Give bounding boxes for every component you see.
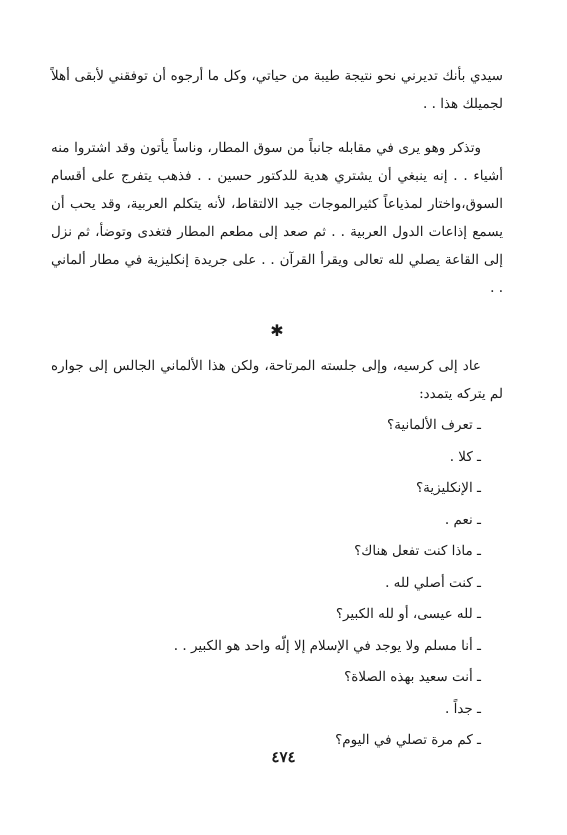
- dialogue-line: ـ كنت أصلي لله .: [385, 574, 481, 591]
- dialogue-line: ـ أنت سعيد بهذه الصلاة؟: [344, 669, 481, 685]
- dialogue-line: ـ كلا .: [449, 448, 481, 465]
- paragraph-3: عاد إلى كرسيه، وإلى جلسته المرتاحة، ولكن هذا الألماني الجالس إلى جواره لم يتركه يتمدد:: [51, 358, 503, 402]
- section-separator-asterisk: ✱: [270, 321, 284, 340]
- dialogue-line: ـ الإنكليزية؟: [415, 480, 481, 496]
- page-body: [51, 62, 503, 757]
- dialogue-line: ـ تعرف الألمانية؟: [387, 417, 481, 433]
- paragraph-2: وتذكر وهو يرى في مقابله جانباً من سوق المطار، وناساً يأتون وقد اشتروا منه أشياء . . إنه ينبغي أن يشتري هدية للدكتور حسين . . فذهب يتفرج على أقسام السوق،واختار لمذياعاً كثيرالموجات جيد الالتقاط، لأنه يتكلم العربية، وقد يحب أن يسمع إذاعات الدول العربية . . ثم صعد إلى مطعم المطار فتغدى وتوضأ، ثم نزل إلى القاعة يصلي لله تعالى ويقرأ القرآن . . على جريدة إنكليزية في مطار ألماني . .: [51, 140, 503, 296]
- dialogue-line: ـ أنا مسلم ولا يوجد في الإسلام إلا إلّه واحد هو الكبير . .: [173, 637, 481, 654]
- paragraph-1: سيدي بأنك تديرني نحو نتيجة طيبة من حياتي، وكل ما أرجوه أن توفقني لأبقى أهلاً لجميلك هذا . .: [51, 68, 503, 112]
- dialogue-line: ـ نعم .: [444, 511, 481, 528]
- dialogue-line: ـ كم مرة تصلي في اليوم؟: [335, 732, 481, 748]
- dialogue-line: ـ لله عيسى، أو لله الكبير؟: [335, 606, 481, 622]
- dialogue-line: ـ ماذا كنت تفعل هناك؟: [354, 543, 481, 559]
- page-number: ٤٧٤: [271, 748, 296, 766]
- dialogue-list: [51, 410, 503, 757]
- dialogue-line: ـ جداً .: [444, 700, 481, 717]
